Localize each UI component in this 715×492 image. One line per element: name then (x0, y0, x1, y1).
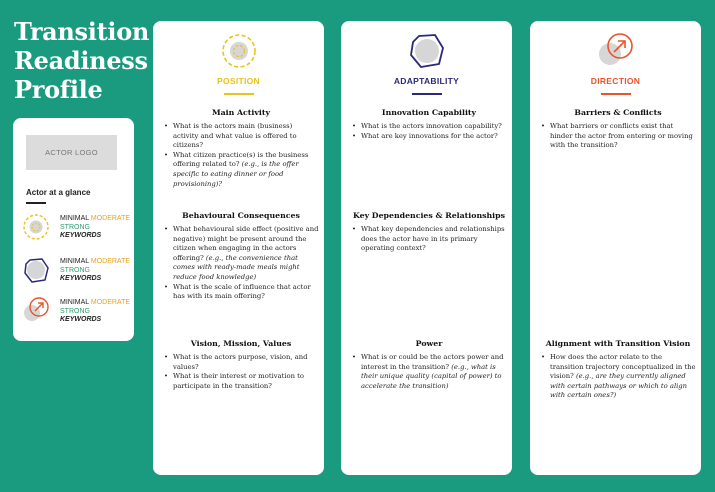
section-alignment-vision (540, 339, 696, 401)
position-icon (21, 212, 51, 242)
section-innovation-capability (351, 108, 507, 141)
section-behavioural-consequences (163, 211, 319, 302)
column-title: ADAPTABILITY (393, 76, 460, 86)
question-item: • What key dependencies and relationships does the actor have in its primary operating context? (351, 225, 507, 254)
legend-text: MINIMAL MODERATE STRONG KEYWORDS (60, 258, 131, 282)
section-heading: Barriers & Conflicts (574, 108, 662, 117)
column-title: DIRECTION (590, 76, 641, 86)
divider (412, 93, 442, 95)
section-heading: Main Activity (211, 108, 270, 117)
section-barriers-conflicts (540, 108, 696, 151)
section-heading: Power (415, 339, 443, 348)
question-item: • What is their interest or motivation to participate in the transition? (163, 372, 319, 391)
adaptability-icon (407, 31, 447, 71)
direction-column (530, 21, 701, 475)
section-heading: Key Dependencies & Relationships (353, 211, 505, 220)
legend-position (21, 212, 131, 246)
legend-text: MINIMAL MODERATE STRONG KEYWORDS (60, 299, 131, 323)
divider (26, 202, 46, 204)
divider (224, 93, 254, 95)
divider (601, 93, 631, 95)
position-icon (219, 31, 259, 71)
column-title: POSITION (216, 76, 260, 86)
glance-label: Actor at a glance (26, 188, 91, 197)
section-heading: Behavioural Consequences (182, 211, 300, 220)
question-item: • What are key innovations for the actor? (351, 132, 507, 142)
question-item: • What behavioural side effect (positive and negative) might be present around the citizen when engaging in the actors offering? (e.g., the convenience that comes with ready-made meals might reduce food knowledge) (163, 225, 319, 283)
section-vision-mission-values (163, 339, 319, 391)
adaptability-column (341, 21, 512, 475)
section-main-activity (163, 108, 319, 189)
actor-logo-placeholder[interactable]: ACTOR LOGO (26, 135, 117, 170)
question-item: • What is the actors main (business) activity and what value is offered to citizens? (163, 122, 319, 151)
section-key-dependencies (351, 211, 507, 254)
section-power (351, 339, 507, 391)
section-heading: Innovation Capability (381, 108, 477, 117)
question-item: • How does the actor relate to the transition trajectory conceptualized in the vision? (e.g., are they currently aligned with certain pathways or which to align with certain ones?) (540, 353, 696, 401)
question-item: • What citizen practice(s) is the business offering related to? (e.g., is the offer specific to eating dinner or food provisioning)? (163, 151, 319, 189)
adaptability-icon (21, 255, 51, 285)
page-title: Transition Readiness Profile (14, 17, 150, 104)
legend-text: MINIMAL MODERATE STRONG KEYWORDS (60, 215, 131, 239)
direction-icon (596, 31, 636, 71)
legend-direction (21, 296, 131, 330)
question-item: • What is the actors purpose, vision, and values? (163, 353, 319, 372)
actor-card (13, 118, 134, 341)
direction-icon (21, 296, 51, 326)
legend-adaptability (21, 255, 131, 289)
section-heading: Vision, Mission, Values (190, 339, 292, 348)
question-item: • What is the actors innovation capability? (351, 122, 507, 132)
question-item: • What is the scale of influence that actor has with its main offering? (163, 283, 319, 302)
question-item: • What is or could be the actors power and interest in the transition? (e.g., what is their unique quality (capital of power) to accelerate the transition) (351, 353, 507, 391)
question-item: • What barriers or conflicts exist that hinder the actor from entering or moving with the transition? (540, 122, 696, 151)
position-column (153, 21, 324, 475)
section-heading: Alignment with Transition Vision (545, 339, 691, 348)
